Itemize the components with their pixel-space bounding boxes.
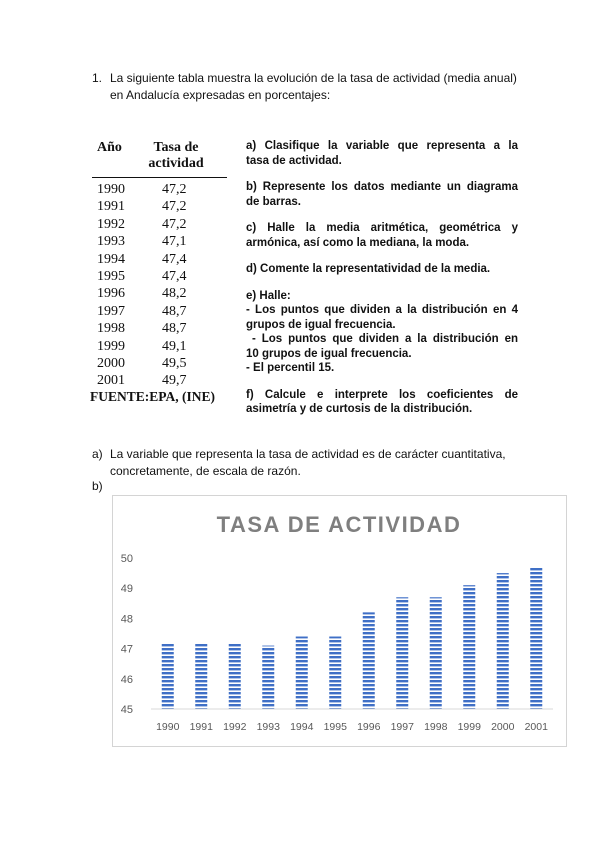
bar-1991 <box>195 643 207 709</box>
x-tick-label: 1995 <box>323 721 347 733</box>
row-year: 1998 <box>97 321 125 337</box>
table-row <box>92 320 227 337</box>
y-tick-label: 46 <box>120 673 133 686</box>
table-row <box>92 338 227 355</box>
bar-1992 <box>229 643 241 709</box>
table-header <box>92 140 227 176</box>
x-tick-label: 1990 <box>156 721 180 733</box>
row-value: 47,2 <box>162 182 187 197</box>
task-c-line2: armónica, así como la mediana, la moda. <box>246 236 470 249</box>
task-f-line1: f) Calcule e interprete los coeficientes de <box>246 388 518 401</box>
row-value: 47,4 <box>162 268 187 284</box>
answer-a-text: La variable que representa la tasa de actividad es de carácter cuantitativa, concretamente, de escala de razón. <box>110 447 506 478</box>
table-row <box>92 372 227 389</box>
bar-1996 <box>363 612 375 709</box>
x-tick-label: 2001 <box>524 721 548 733</box>
bar-1993 <box>262 646 274 709</box>
task-a-line1: a) Clasifique la variable que representa a la <box>246 140 518 152</box>
bar-1995 <box>329 637 341 709</box>
task-b-line2: de barras. <box>246 195 301 208</box>
exercise-intro-text: La siguiente tabla muestra la evolución de la tasa de actividad (media anual) en Andalucía expresadas en porcentajes: <box>110 71 517 102</box>
task-e-item2-line1: - Los puntos que dividen a la distribución en <box>246 333 518 345</box>
exercise-number: 1. <box>92 71 103 85</box>
y-tick-label: 45 <box>120 704 133 716</box>
x-tick-label: 1991 <box>189 721 213 733</box>
bar-2000 <box>497 573 509 709</box>
row-year: 1997 <box>97 303 125 319</box>
task-e-heading: e) Halle: <box>246 289 291 302</box>
task-b-line1: b) Represente los datos mediante un diagrama <box>246 181 518 193</box>
task-e-item3: - El percentil 15. <box>246 362 335 374</box>
header-year: Año <box>97 140 122 155</box>
row-year: 1996 <box>97 286 125 302</box>
row-value: 47,2 <box>162 199 187 215</box>
x-tick-label: 1994 <box>290 721 314 733</box>
row-value: 47,2 <box>162 216 187 232</box>
bar-1994 <box>296 637 308 709</box>
x-tick-label: 1993 <box>256 721 280 733</box>
row-year: 2001 <box>97 373 125 389</box>
answer-b-label: b) <box>92 479 103 493</box>
x-tick-label: 1996 <box>357 721 381 733</box>
table-row <box>92 251 227 268</box>
answer-a <box>92 446 532 480</box>
x-tick-label: 1992 <box>223 721 247 733</box>
task-a-line2: tasa de actividad. <box>246 154 342 167</box>
table-row <box>92 216 227 233</box>
row-value: 48,2 <box>162 286 187 302</box>
header-rate <box>142 140 210 172</box>
table-row <box>92 268 227 285</box>
table-row <box>92 355 227 372</box>
row-value: 49,1 <box>162 338 187 354</box>
table-body <box>92 181 227 390</box>
row-value: 48,7 <box>162 303 187 319</box>
header-rate-line2: actividad <box>148 156 204 171</box>
row-value: 47,1 <box>162 234 187 250</box>
answer-a-label: a) <box>92 447 103 461</box>
row-year: 1992 <box>97 216 125 232</box>
task-e-item1-line2: grupos de igual frecuencia. <box>246 318 396 331</box>
x-tick-label: 2000 <box>491 721 515 733</box>
table-row <box>92 233 227 250</box>
exercise-intro <box>92 70 532 104</box>
bar-1997 <box>396 597 408 709</box>
header-rate-line1: Tasa de <box>153 140 199 155</box>
y-tick-label: 48 <box>120 613 133 626</box>
row-value: 47,4 <box>162 251 187 267</box>
row-year: 1994 <box>97 251 125 267</box>
y-tick-label: 47 <box>120 643 133 656</box>
task-d: d) Comente la representatividad de la media. <box>246 263 491 275</box>
bar-chart <box>112 495 567 747</box>
bar-1990 <box>162 643 174 709</box>
table-row <box>92 285 227 302</box>
table-source: FUENTE:EPA, (INE) <box>90 388 216 404</box>
task-e-item2-line2: 10 grupos de igual frecuencia. <box>246 347 412 360</box>
bar-2001 <box>530 567 542 709</box>
row-year: 1991 <box>97 199 125 215</box>
row-value: 49,7 <box>162 373 187 389</box>
y-tick-label: 49 <box>120 583 133 596</box>
row-year: 1995 <box>97 268 125 284</box>
row-value: 49,5 <box>162 355 187 371</box>
row-year: 2000 <box>97 355 125 371</box>
task-e-item1-line1: - Los puntos que dividen a la distribución en 4 <box>246 304 518 316</box>
activity-rate-table <box>92 140 227 405</box>
header-rule <box>92 177 227 178</box>
bar-chart-svg <box>113 496 566 746</box>
row-year: 1993 <box>97 234 125 250</box>
table-row <box>92 181 227 198</box>
bar-1999 <box>463 585 475 709</box>
task-f-line2: asimetría y de curtosis de la distribución. <box>246 403 473 415</box>
table-row <box>92 198 227 215</box>
row-value: 48,7 <box>162 321 187 337</box>
bar-1998 <box>430 597 442 709</box>
task-list <box>246 139 518 417</box>
table-row <box>92 303 227 320</box>
x-tick-label: 1998 <box>424 721 448 733</box>
task-c-line1: c) Halle la media aritmética, geométrica y <box>246 222 518 234</box>
y-tick-label: 50 <box>120 553 133 565</box>
row-year: 1999 <box>97 338 125 354</box>
x-tick-label: 1997 <box>390 721 414 733</box>
chart-title: TASA DE ACTIVIDAD <box>216 512 462 537</box>
row-year: 1990 <box>97 182 125 197</box>
x-tick-label: 1999 <box>457 721 481 733</box>
